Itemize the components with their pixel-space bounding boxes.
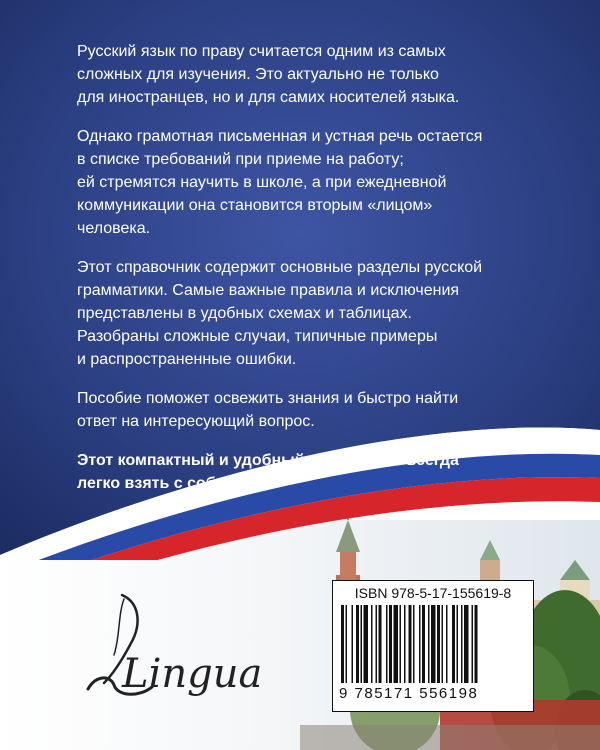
barcode-bar — [341, 605, 344, 683]
barcode-bar — [437, 605, 440, 683]
barcode-bar — [446, 605, 448, 683]
barcode-bar — [346, 605, 348, 683]
barcode-bar — [356, 605, 359, 683]
paragraph-2 — [77, 125, 547, 240]
barcode-bar — [371, 605, 373, 683]
paragraph-1 — [77, 40, 547, 109]
barcode-bar — [464, 605, 469, 683]
barcode-bar — [361, 605, 363, 683]
text-line: Однако грамотная письменная и устная речь остается — [77, 128, 483, 145]
barcode-bar — [409, 605, 412, 683]
barcode-bar — [475, 605, 478, 683]
isbn-label: ISBN 978-5-17-155619-8 — [354, 585, 512, 601]
barcode-bar — [376, 605, 378, 683]
text-line: человека. — [77, 220, 151, 237]
lingua-logo — [70, 585, 270, 705]
barcode-bar — [472, 605, 474, 683]
text-line: представлены в удобных схемах и таблицах. — [77, 305, 412, 322]
barcode-bar — [400, 605, 402, 683]
barcode-bar — [431, 605, 436, 683]
barcode-bar — [379, 605, 382, 683]
barcode-bar — [364, 605, 369, 683]
description-text — [77, 40, 547, 511]
barcode-bar — [352, 605, 354, 683]
barcode-bar — [404, 605, 406, 683]
barcode-digits: 9 785171 556198 — [339, 685, 479, 702]
barcode-bar — [389, 605, 392, 683]
text-line: ответ на интересующий вопрос. — [77, 413, 315, 430]
text-line: Русский язык по праву считается одним из самых — [77, 43, 446, 60]
barcode-bar — [442, 605, 444, 683]
text-line: Пособие поможет освежить знания и быстро найти — [77, 390, 459, 407]
barcode-bar — [413, 605, 415, 683]
text-line: Разобраны сложные случаи, типичные примеры — [77, 328, 438, 345]
barcode-bar — [457, 605, 459, 683]
barcode-bar — [394, 605, 399, 683]
text-line: Этот справочник содержит основные разделы русской — [77, 259, 483, 276]
barcode-bars-icon — [341, 605, 525, 683]
text-line: сложных для изучения. Это актуально не только — [77, 66, 439, 83]
logo-wordmark: Lingua — [122, 651, 263, 697]
text-line: легко взять с собой! — [77, 475, 241, 492]
text-line: для иностранцев, но и для самих носителей языка. — [77, 89, 460, 106]
text-line: грамматики. Самые важные правила и исключения — [77, 282, 460, 299]
paragraph-3 — [77, 256, 547, 371]
text-line: ей стремятся научить в школе, а при ежедневной — [77, 174, 447, 191]
text-line: коммуникации она становится вторым «лицом» — [77, 197, 433, 214]
text-line: Этот компактный и удобный справочник всегда — [77, 452, 459, 469]
barcode-bar — [428, 605, 430, 683]
barcode-bar — [386, 605, 388, 683]
isbn-barcode — [332, 580, 534, 712]
text-line: и распространенные ошибки. — [77, 351, 297, 368]
paragraph-5-bold — [77, 449, 547, 495]
barcode-bar — [452, 605, 455, 683]
barcode-bar — [461, 605, 463, 683]
barcode-bar — [422, 605, 425, 683]
paragraph-4 — [77, 387, 547, 433]
text-line: в списке требований при приеме на работу; — [77, 151, 404, 168]
barcode-bar — [419, 605, 421, 683]
